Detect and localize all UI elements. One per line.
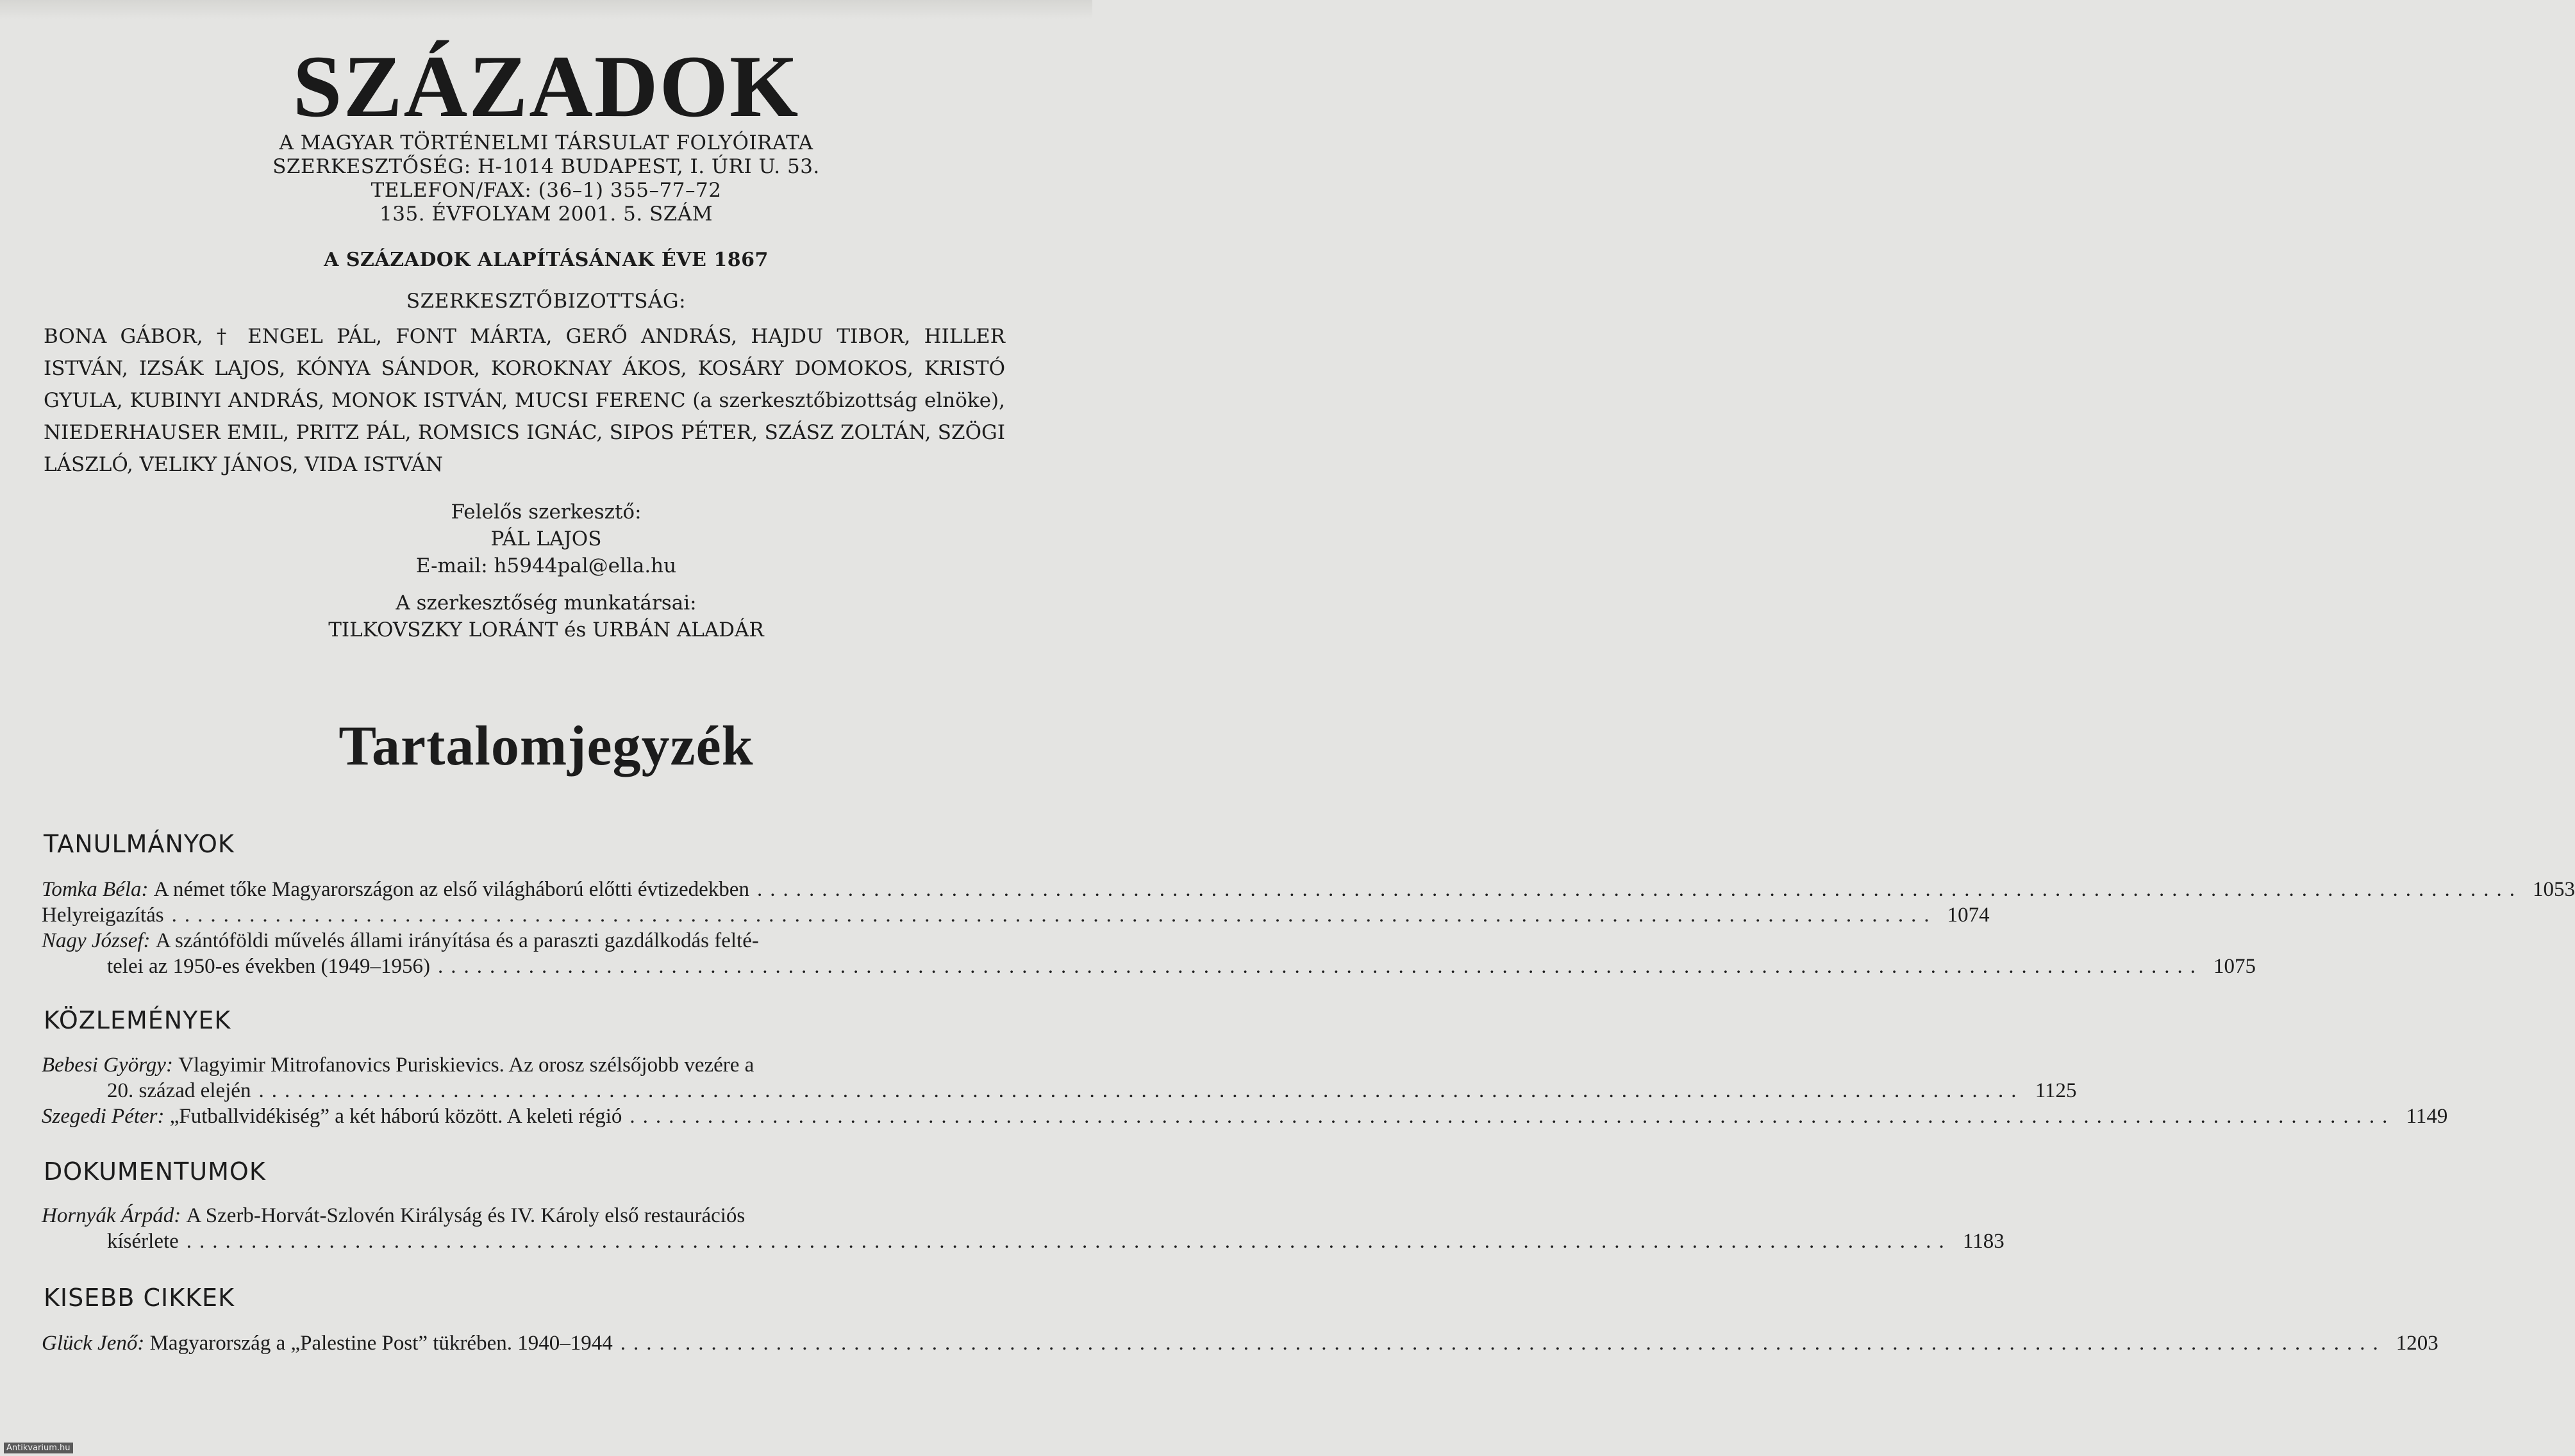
entry-title-continuation: 20. század elején (107, 1079, 251, 1102)
toc-entry[interactable] (42, 877, 2575, 902)
toc-entry[interactable] (42, 902, 1990, 928)
editorial-staff-label: A szerkesztőség munkatársai: (396, 592, 697, 615)
toc-entry[interactable] (42, 1203, 2004, 1254)
journal-info (0, 131, 1092, 226)
entry-author: Bebesi György: (42, 1054, 173, 1077)
founding-year: A SZÁZADOK ALAPÍTÁSÁNAK ÉVE 1867 (324, 249, 769, 271)
entry-author: Nagy József: (42, 929, 151, 952)
editorial-board-title: SZERKESZTŐBIZOTTSÁG: (406, 290, 687, 313)
entry-page-number: 1075 (2213, 955, 2256, 978)
responsible-editor-label: Felelős szerkesztő: (451, 500, 642, 524)
responsible-editor (0, 499, 1092, 579)
entry-author: Szegedi Péter: (42, 1105, 165, 1128)
entry-page-number: 1203 (2396, 1332, 2438, 1355)
site-watermark: Antikvarium.hu (4, 1443, 73, 1453)
section-heading: DOKUMENTUMOK (44, 1157, 266, 1186)
section-heading: KISEBB CIKKEK (44, 1284, 235, 1312)
entry-page-number: 1183 (1963, 1230, 2004, 1253)
info-line-address: SZERKESZTŐSÉG: H-1014 BUDAPEST, I. ÚRI U. 53. (272, 155, 820, 178)
entry-title-continuation: kísérlete (107, 1230, 179, 1253)
section-heading: KÖZLEMÉNYEK (44, 1006, 231, 1034)
section-heading: TANULMÁNYOK (44, 830, 235, 858)
entry-title: A német tőke Magyarországon az első világháború előtti évtizedekben (153, 878, 749, 901)
toc-title: Tartalomjegyzék (338, 715, 754, 777)
leader-dots: ........................................................................................................................................ (438, 955, 2203, 978)
responsible-editor-email: E-mail: h5944pal@ella.hu (415, 554, 677, 577)
info-line-publisher: A MAGYAR TÖRTÉNELMI TÁRSULAT FOLYÓIRATA (279, 131, 813, 154)
entry-title: Vlagyimir Mitrofanovics Puriskievics. Az orosz szélsőjobb vezére a (178, 1054, 754, 1077)
entry-author: Tomka Béla: (42, 878, 149, 901)
entry-title: A szántóföldi művelés állami irányítása és a paraszti gazdálkodás felté- (155, 929, 759, 952)
entry-title: Helyreigazítás (42, 904, 164, 927)
journal-title: SZÁZADOK (292, 37, 800, 135)
toc-entry[interactable] (42, 1330, 2438, 1356)
entry-title-continuation: telei az 1950-es években (1949–1956) (107, 955, 430, 978)
leader-dots: ........................................................................................................................................ (756, 878, 2522, 901)
leader-dots: ........................................................................................................................................ (258, 1079, 2024, 1102)
info-line-phone: TELEFON/FAX: (36–1) 355–77–72 (371, 179, 722, 202)
leader-dots: ........................................................................................................................................ (620, 1332, 2386, 1355)
entry-page-number: 1125 (2035, 1079, 2077, 1102)
toc-entry[interactable] (42, 1052, 2077, 1104)
entry-title: A Szerb-Horvát-Szlovén Királyság és IV. Károly első restaurációs (186, 1204, 746, 1227)
responsible-editor-name: PÁL LAJOS (490, 527, 602, 550)
entry-author: Hornyák Árpád: (42, 1204, 181, 1227)
page-edge-shadow (0, 0, 1092, 19)
leader-dots: ........................................................................................................................................ (629, 1105, 2396, 1128)
entry-page-number: 1053 (2532, 878, 2575, 901)
entry-author: Glück Jenő: (42, 1332, 145, 1355)
editorial-staff-names: TILKOVSZKY LORÁNT és URBÁN ALADÁR (328, 618, 764, 641)
toc-entry[interactable] (42, 928, 2256, 979)
leader-dots: ........................................................................................................................................ (171, 904, 1937, 927)
toc-entry[interactable] (42, 1104, 2448, 1129)
entry-title: Magyarország a „Palestine Post” tükrében. 1940–1944 (149, 1332, 613, 1355)
editorial-board-members: BONA GÁBOR, † ENGEL PÁL, FONT MÁRTA, GERŐ ANDRÁS, HAJDU TIBOR, HILLER ISTVÁN, IZSÁK LAJOS, KÓNYA SÁNDOR, KOROKNAY ÁKOS, KOSÁRY DOMOKOS, KRISTÓ GYULA, KUBINYI ANDRÁS, MONOK ISTVÁN, MUCSI FERENC (a szerkesztőbizottság elnöke), NIEDERHAUSER EMIL, PRITZ PÁL, ROMSICS IGNÁC, SIPOS PÉTER, SZÁSZ ZOLTÁN, SZÖGI LÁSZLÓ, VELIKY JÁNOS, VIDA ISTVÁN (44, 325, 1005, 476)
entry-page-number: 1149 (2406, 1105, 2448, 1128)
leader-dots: ........................................................................................................................................ (186, 1230, 1952, 1253)
editorial-staff (0, 590, 1092, 643)
info-line-volume: 135. ÉVFOLYAM 2001. 5. SZÁM (379, 203, 713, 226)
entry-title: „Futballvidékiség” a két háború között. A keleti régió (169, 1105, 622, 1128)
entry-page-number: 1074 (1947, 904, 1990, 927)
